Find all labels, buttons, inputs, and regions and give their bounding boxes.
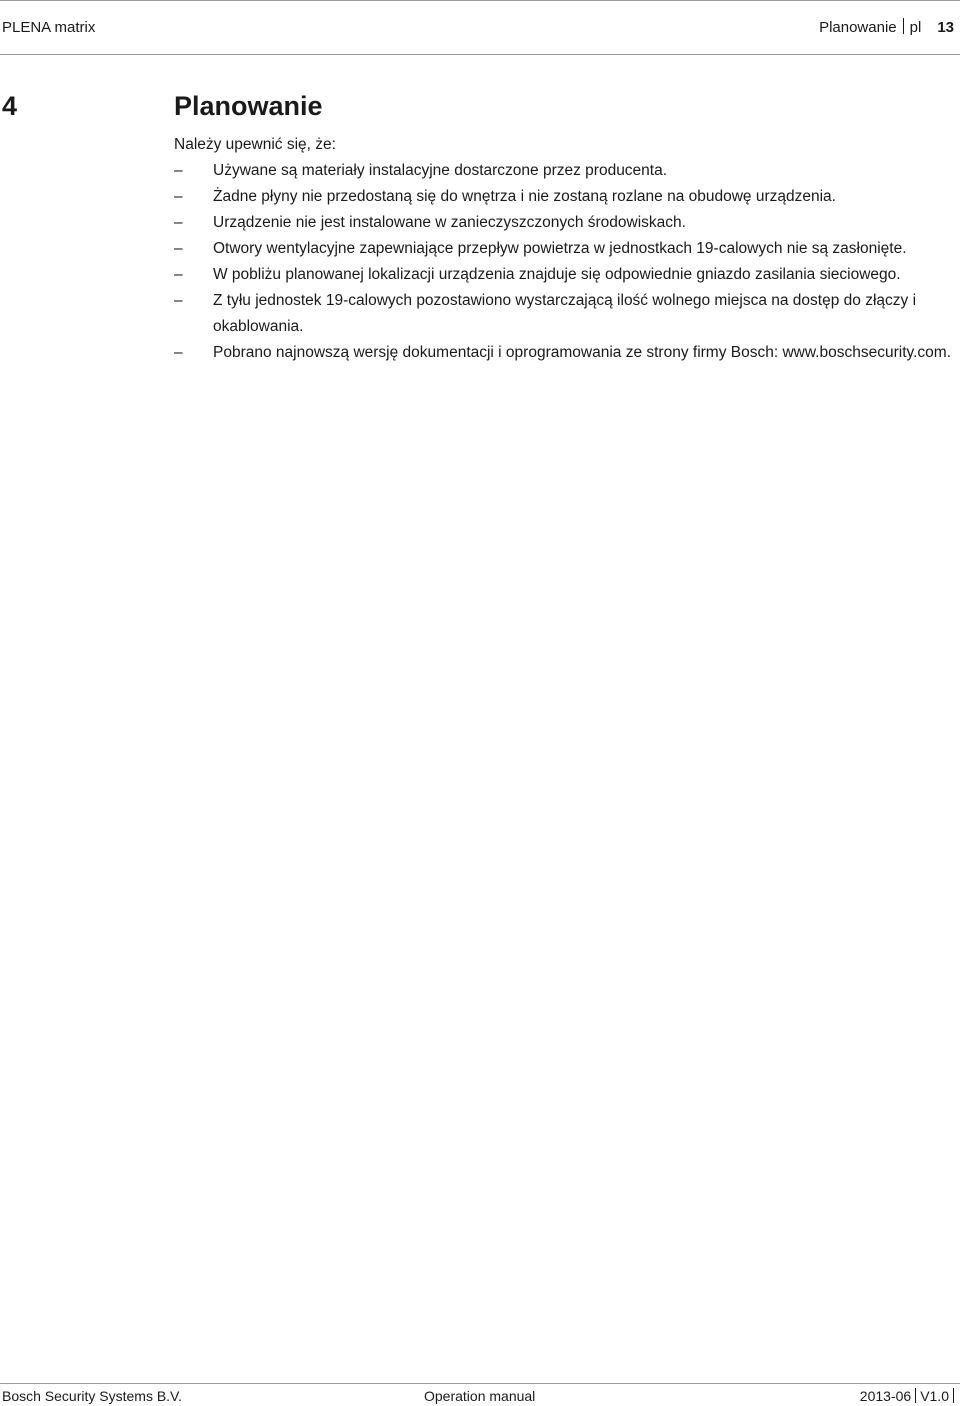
checklist <box>174 158 960 366</box>
list-item-text: W pobliżu planowanej lokalizacji urządzenia znajduje się odpowiednie gniazdo zasilania sieciowego. <box>213 266 901 283</box>
footer-company: Bosch Security Systems B.V. <box>2 1388 182 1404</box>
list-item-text: Używane są materiały instalacyjne dostarczone przez producenta. <box>213 162 668 179</box>
footer-separator <box>915 1388 916 1403</box>
list-item <box>174 210 960 236</box>
list-item <box>174 184 960 210</box>
footer-date: 2013-06 <box>859 1388 912 1404</box>
list-item <box>174 288 960 340</box>
list-item-text: Urządzenie nie jest instalowane w zanieczyszczonych środowiskach. <box>213 214 686 231</box>
list-bullet: – <box>174 344 183 361</box>
list-bullet: – <box>174 214 183 231</box>
header-rule <box>0 54 960 55</box>
footer-version: V1.0 <box>920 1388 949 1404</box>
list-bullet: – <box>174 162 183 179</box>
header-language: pl <box>909 19 922 36</box>
header-separator <box>903 18 904 34</box>
list-bullet: – <box>174 266 183 283</box>
list-item <box>174 236 960 262</box>
page-footer <box>2 1386 958 1406</box>
chapter-body <box>174 132 960 366</box>
list-item <box>174 262 960 288</box>
list-bullet: – <box>174 292 183 309</box>
footer-right <box>860 1386 958 1406</box>
list-item-text: Z tyłu jednostek 19-calowych pozostawiono wystarczającą ilość wolnego miejsca na dostęp do złączy i okablowania. <box>213 292 917 335</box>
list-item-text: Pobrano najnowszą wersję dokumentacji i oprogramowania ze strony firmy Bosch: www.boschsecurity.com. <box>213 344 951 361</box>
list-bullet: – <box>174 188 183 205</box>
intro-text: Należy upewnić się, że: <box>174 136 336 153</box>
chapter-number: 4 <box>2 91 18 121</box>
chapter-title: Planowanie <box>174 91 323 121</box>
footer-separator-end <box>953 1388 954 1403</box>
header-right <box>819 17 954 39</box>
list-item <box>174 158 960 184</box>
footer-doc-type: Operation manual <box>424 1388 536 1404</box>
header-product: PLENA matrix <box>2 19 96 36</box>
top-rule <box>0 0 960 1</box>
list-item-text: Otwory wentylacyjne zapewniające przepływ powietrza w jednostkach 19-calowych nie są zasłonięte. <box>213 240 907 257</box>
footer-rule <box>0 1383 960 1384</box>
page-header <box>2 17 954 39</box>
list-item <box>174 340 960 366</box>
header-page-number: 13 <box>937 19 954 36</box>
list-bullet: – <box>174 240 183 257</box>
list-item-text: Żadne płyny nie przedostaną się do wnętrza i nie zostaną rozlane na obudowę urządzenia. <box>213 188 836 205</box>
header-section: Planowanie <box>819 19 897 36</box>
chapter-heading <box>0 88 960 124</box>
